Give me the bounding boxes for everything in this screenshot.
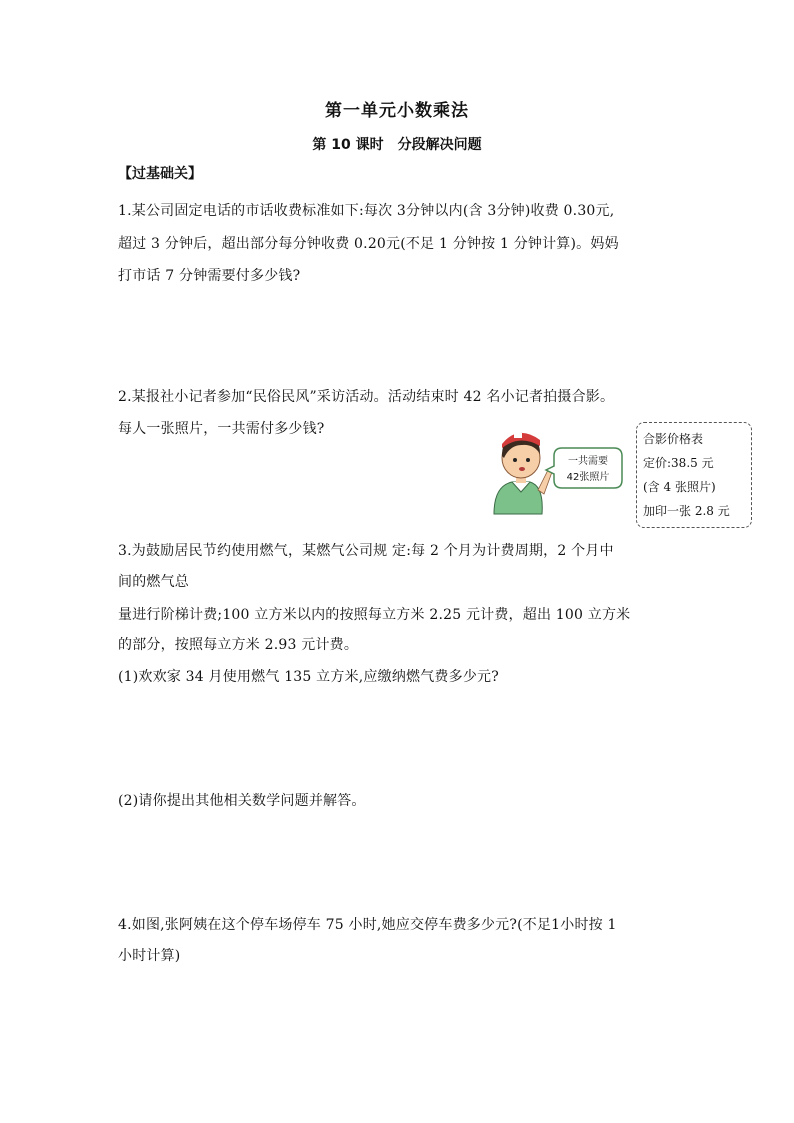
question-3-line-1: 3.为鼓励居民节约使用燃气，某燃气公司规 定:每 2 个月为计费周期，2 个月中 [118, 543, 614, 559]
question-3-line-3: 量进行阶梯计费;100 立方米以内的按照每立方米 2.25 元计费，超出 100 立方米 [118, 607, 631, 623]
price-table-includes: (含 4 张照片) [643, 480, 716, 494]
question-2-line-2: 每人一张照片，一共需付多少钱? [118, 421, 325, 437]
page-title: 第一单元小数乘法 [325, 101, 469, 121]
boy-illustration [488, 418, 624, 518]
question-3-line-4: 的部分，按照每立方米 2.93 元计费。 [118, 637, 359, 653]
question-2-line-1: 2.某报社小记者参加“民俗民风”采访活动。活动结束时 42 名小记者拍摄合影。 [118, 389, 615, 405]
price-table-box [636, 422, 752, 528]
question-1-line-3: 打市话 7 分钟需要付多少钱? [118, 268, 301, 284]
question-4-line-2: 小时计算) [118, 948, 181, 964]
price-table-extra: 加印一张 2.8 元 [643, 504, 730, 518]
question-3-sub-2: (2)请你提出其他相关数学问题并解答。 [118, 793, 366, 809]
question-1-line-2: 超过 3 分钟后，超出部分每分钟收费 0.20元(不足 1 分钟按 1 分钟计算)。妈妈 [118, 236, 619, 252]
price-table-title: 合影价格表 [643, 432, 704, 446]
price-table-price: 定价:38.5 元 [643, 456, 714, 470]
question-1-line-1: 1.某公司固定电话的市话收费标准如下:每次 3分钟以内(含 3分钟)收费 0.30元, [118, 203, 615, 219]
question-3-sub-1: (1)欢欢家 34 月使用燃气 135 立方米,应缴纳燃气费多少元? [118, 669, 499, 685]
lesson-subtitle: 第 10 课时 分段解决问题 [312, 137, 482, 153]
section-heading: 【过基础关】 [118, 166, 202, 182]
question-4-line-1: 4.如图,张阿姨在这个停车场停车 75 小时,她应交停车费多少元?(不足1小时按 1 [118, 917, 617, 933]
speech-text-line-2: 42张照片 [566, 472, 610, 483]
speech-text-line-1: 一共需要 [568, 456, 608, 467]
question-3-line-2: 间的燃气总 [118, 574, 189, 590]
